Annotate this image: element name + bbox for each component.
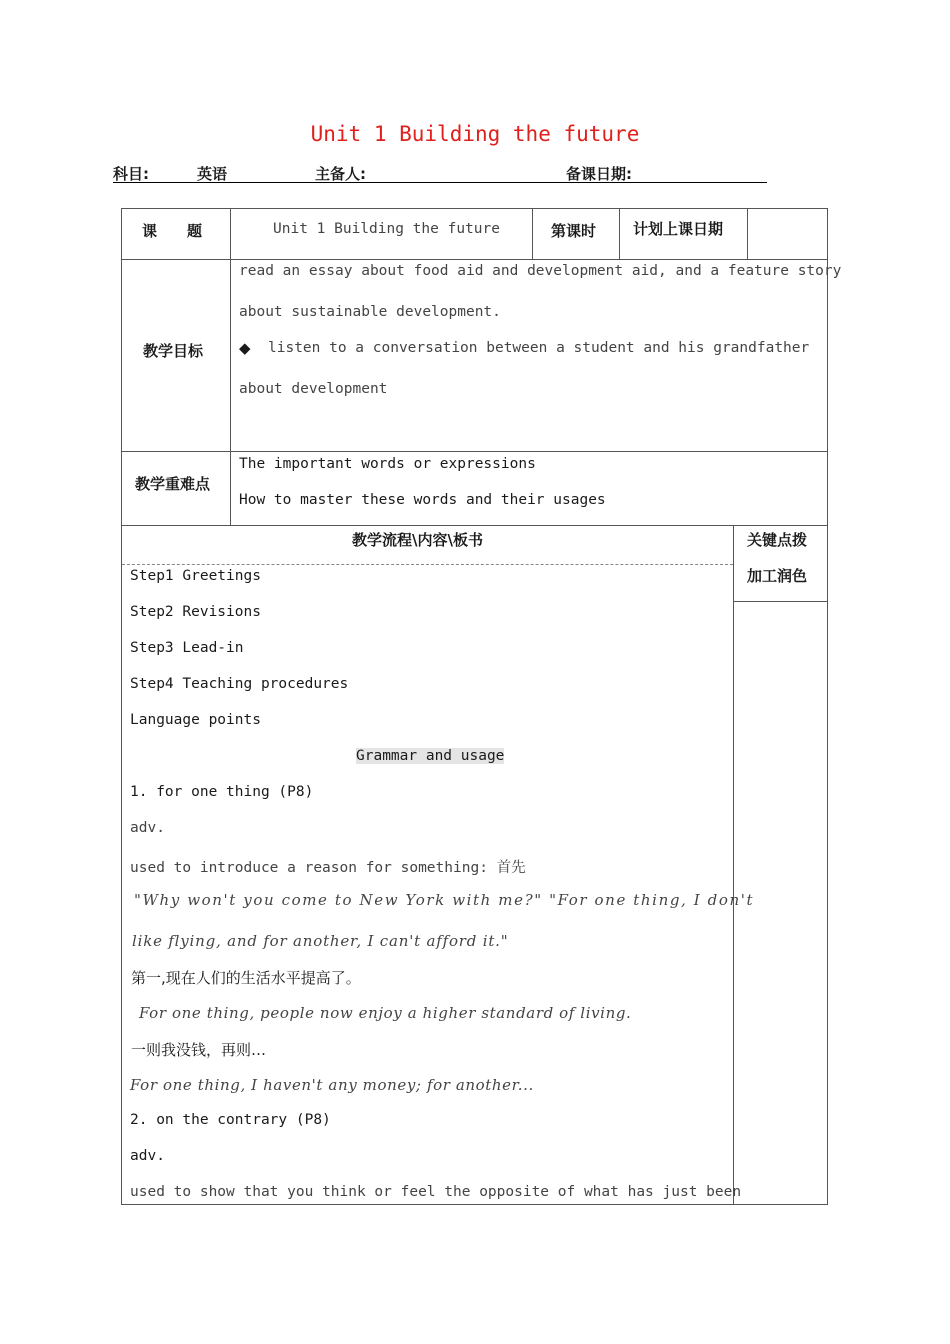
diamond-bullet-icon: ◆ (239, 339, 251, 357)
item-1-chinese-1: 第一,现在人们的生活水平提高了。 (131, 969, 361, 987)
keypoints-label: 教学重难点 (135, 475, 211, 493)
subject-value: 英语 (197, 165, 228, 183)
step-4: Step4 Teaching procedures (130, 676, 349, 692)
date-label: 备课日期: (566, 165, 632, 183)
period-label: 第课时 (551, 222, 597, 240)
item-2-title: 2. on the contrary (P8) (130, 1112, 331, 1128)
item-1-definition: used to introduce a reason for something: 首先 (130, 860, 526, 876)
item-1-title: 1. for one thing (P8) (130, 784, 314, 800)
keypoint-line-1: The important words or expressions (239, 456, 536, 472)
item-2-definition: used to show that you think or feel the opposite of what has just been (130, 1184, 742, 1200)
preparer-label: 主备人: (315, 165, 366, 183)
subject-label: 科目: (113, 165, 149, 183)
side-header-line-2: 加工润色 (747, 567, 808, 585)
grammar-heading: Grammar and usage (356, 748, 505, 764)
plan-date-label: 计划上课日期 (633, 220, 724, 238)
step-3: Step3 Lead-in (130, 640, 244, 656)
item-2-pos: adv. (130, 1148, 165, 1164)
document-title: Unit 1 Building the future (310, 122, 640, 146)
side-header-line-1: 关键点拨 (747, 531, 808, 549)
meta-line (113, 162, 767, 183)
process-header: 教学流程\内容\板书 (352, 531, 483, 549)
objective-line-3: listen to a conversation between a student and his grandfather (268, 340, 810, 356)
item-1-english-1: For one thing, people now enjoy a higher standard of living. (139, 1004, 632, 1022)
step-1: Step1 Greetings (130, 568, 261, 584)
item-1-pos: adv. (130, 820, 165, 836)
language-points: Language points (130, 712, 261, 728)
step-2: Step2 Revisions (130, 604, 261, 620)
item-1-chinese-2: 一则我没钱，再则… (131, 1041, 267, 1059)
topic-label: 课 题 (142, 222, 203, 240)
topic-value: Unit 1 Building the future (273, 221, 500, 237)
objective-line-2: about sustainable development. (239, 304, 501, 320)
lesson-table (121, 208, 842, 1205)
item-1-english-2: For one thing, I haven't any money; for another... (130, 1076, 534, 1094)
item-1-example-1b: like flying, and for another, I can't afford it." (132, 932, 509, 950)
objective-line-4: about development (239, 381, 388, 397)
item-1-example-1a: "Why won't you come to New York with me?" "For one thing, I don't (134, 891, 755, 909)
keypoint-line-2: How to master these words and their usages (239, 492, 606, 508)
objective-line-1: read an essay about food aid and development aid, and a feature story (239, 263, 842, 279)
objectives-label: 教学目标 (143, 342, 204, 360)
